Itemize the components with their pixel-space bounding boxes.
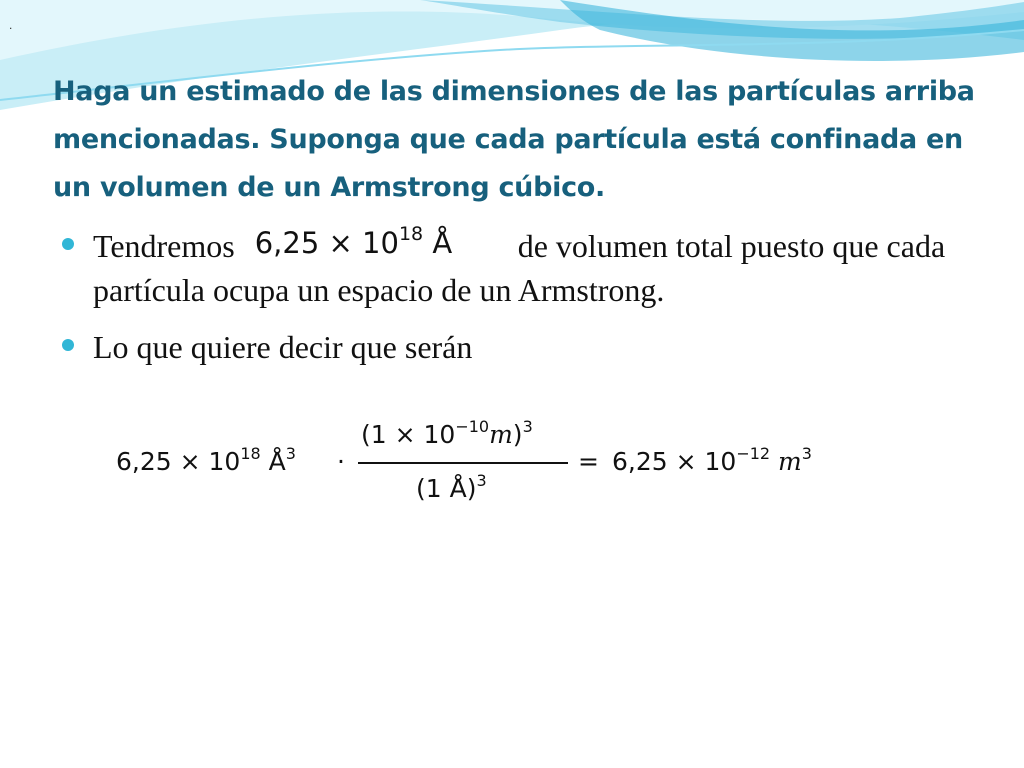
numerator-exponent: −10 (455, 417, 490, 436)
rhs-variable-exponent: 3 (801, 444, 812, 463)
numerator-variable: m (489, 420, 513, 449)
fraction-numerator (361, 417, 533, 449)
bullet-text-pre: Tendremos (93, 228, 235, 264)
denominator-base: (1 Å) (416, 474, 477, 503)
bullet-item (60, 224, 990, 312)
fraction-bar (358, 462, 568, 464)
rhs-base: 6,25 × 10 (612, 447, 737, 476)
equation-rhs (612, 444, 812, 476)
lhs-unit: Å (268, 447, 286, 476)
numerator-power: 3 (522, 417, 533, 436)
inline-math-unit: Å (432, 226, 453, 260)
inline-math-total-volume (254, 221, 510, 260)
fraction-denominator (416, 471, 487, 503)
lhs-base: 6,25 × 10 (116, 447, 241, 476)
equals-sign: = (578, 447, 599, 476)
rhs-exponent: −12 (736, 444, 771, 463)
numerator-open: (1 × 10 (361, 420, 456, 449)
rhs-variable: m (778, 447, 802, 476)
numerator-close: ) (512, 420, 523, 449)
equation-lhs (116, 444, 296, 476)
bullet-list (60, 224, 990, 369)
lhs-exponent: 18 (240, 444, 261, 463)
inline-math-exponent: 18 (398, 223, 424, 245)
bullet-item (60, 325, 990, 369)
bullet-text-post: de volumen total puesto que cada partícula ocupa un espacio de un Armstrong. (93, 228, 946, 308)
bullet-text: Lo que quiere decir que serán (93, 329, 473, 365)
bullet-dot-icon (62, 238, 74, 250)
multiply-dot: · (337, 447, 345, 476)
lhs-unit-exponent: 3 (285, 444, 296, 463)
slide-title: Haga un estimado de las dimensiones de las partículas arriba mencionadas. Suponga que cada partícula está confinada en un volumen de un Armstrong cúbico. (53, 76, 975, 203)
bullet-dot-icon (62, 339, 74, 351)
inline-math-base: 6,25 × 10 (254, 226, 399, 260)
corner-mark: . (9, 18, 13, 32)
denominator-power: 3 (476, 471, 487, 490)
